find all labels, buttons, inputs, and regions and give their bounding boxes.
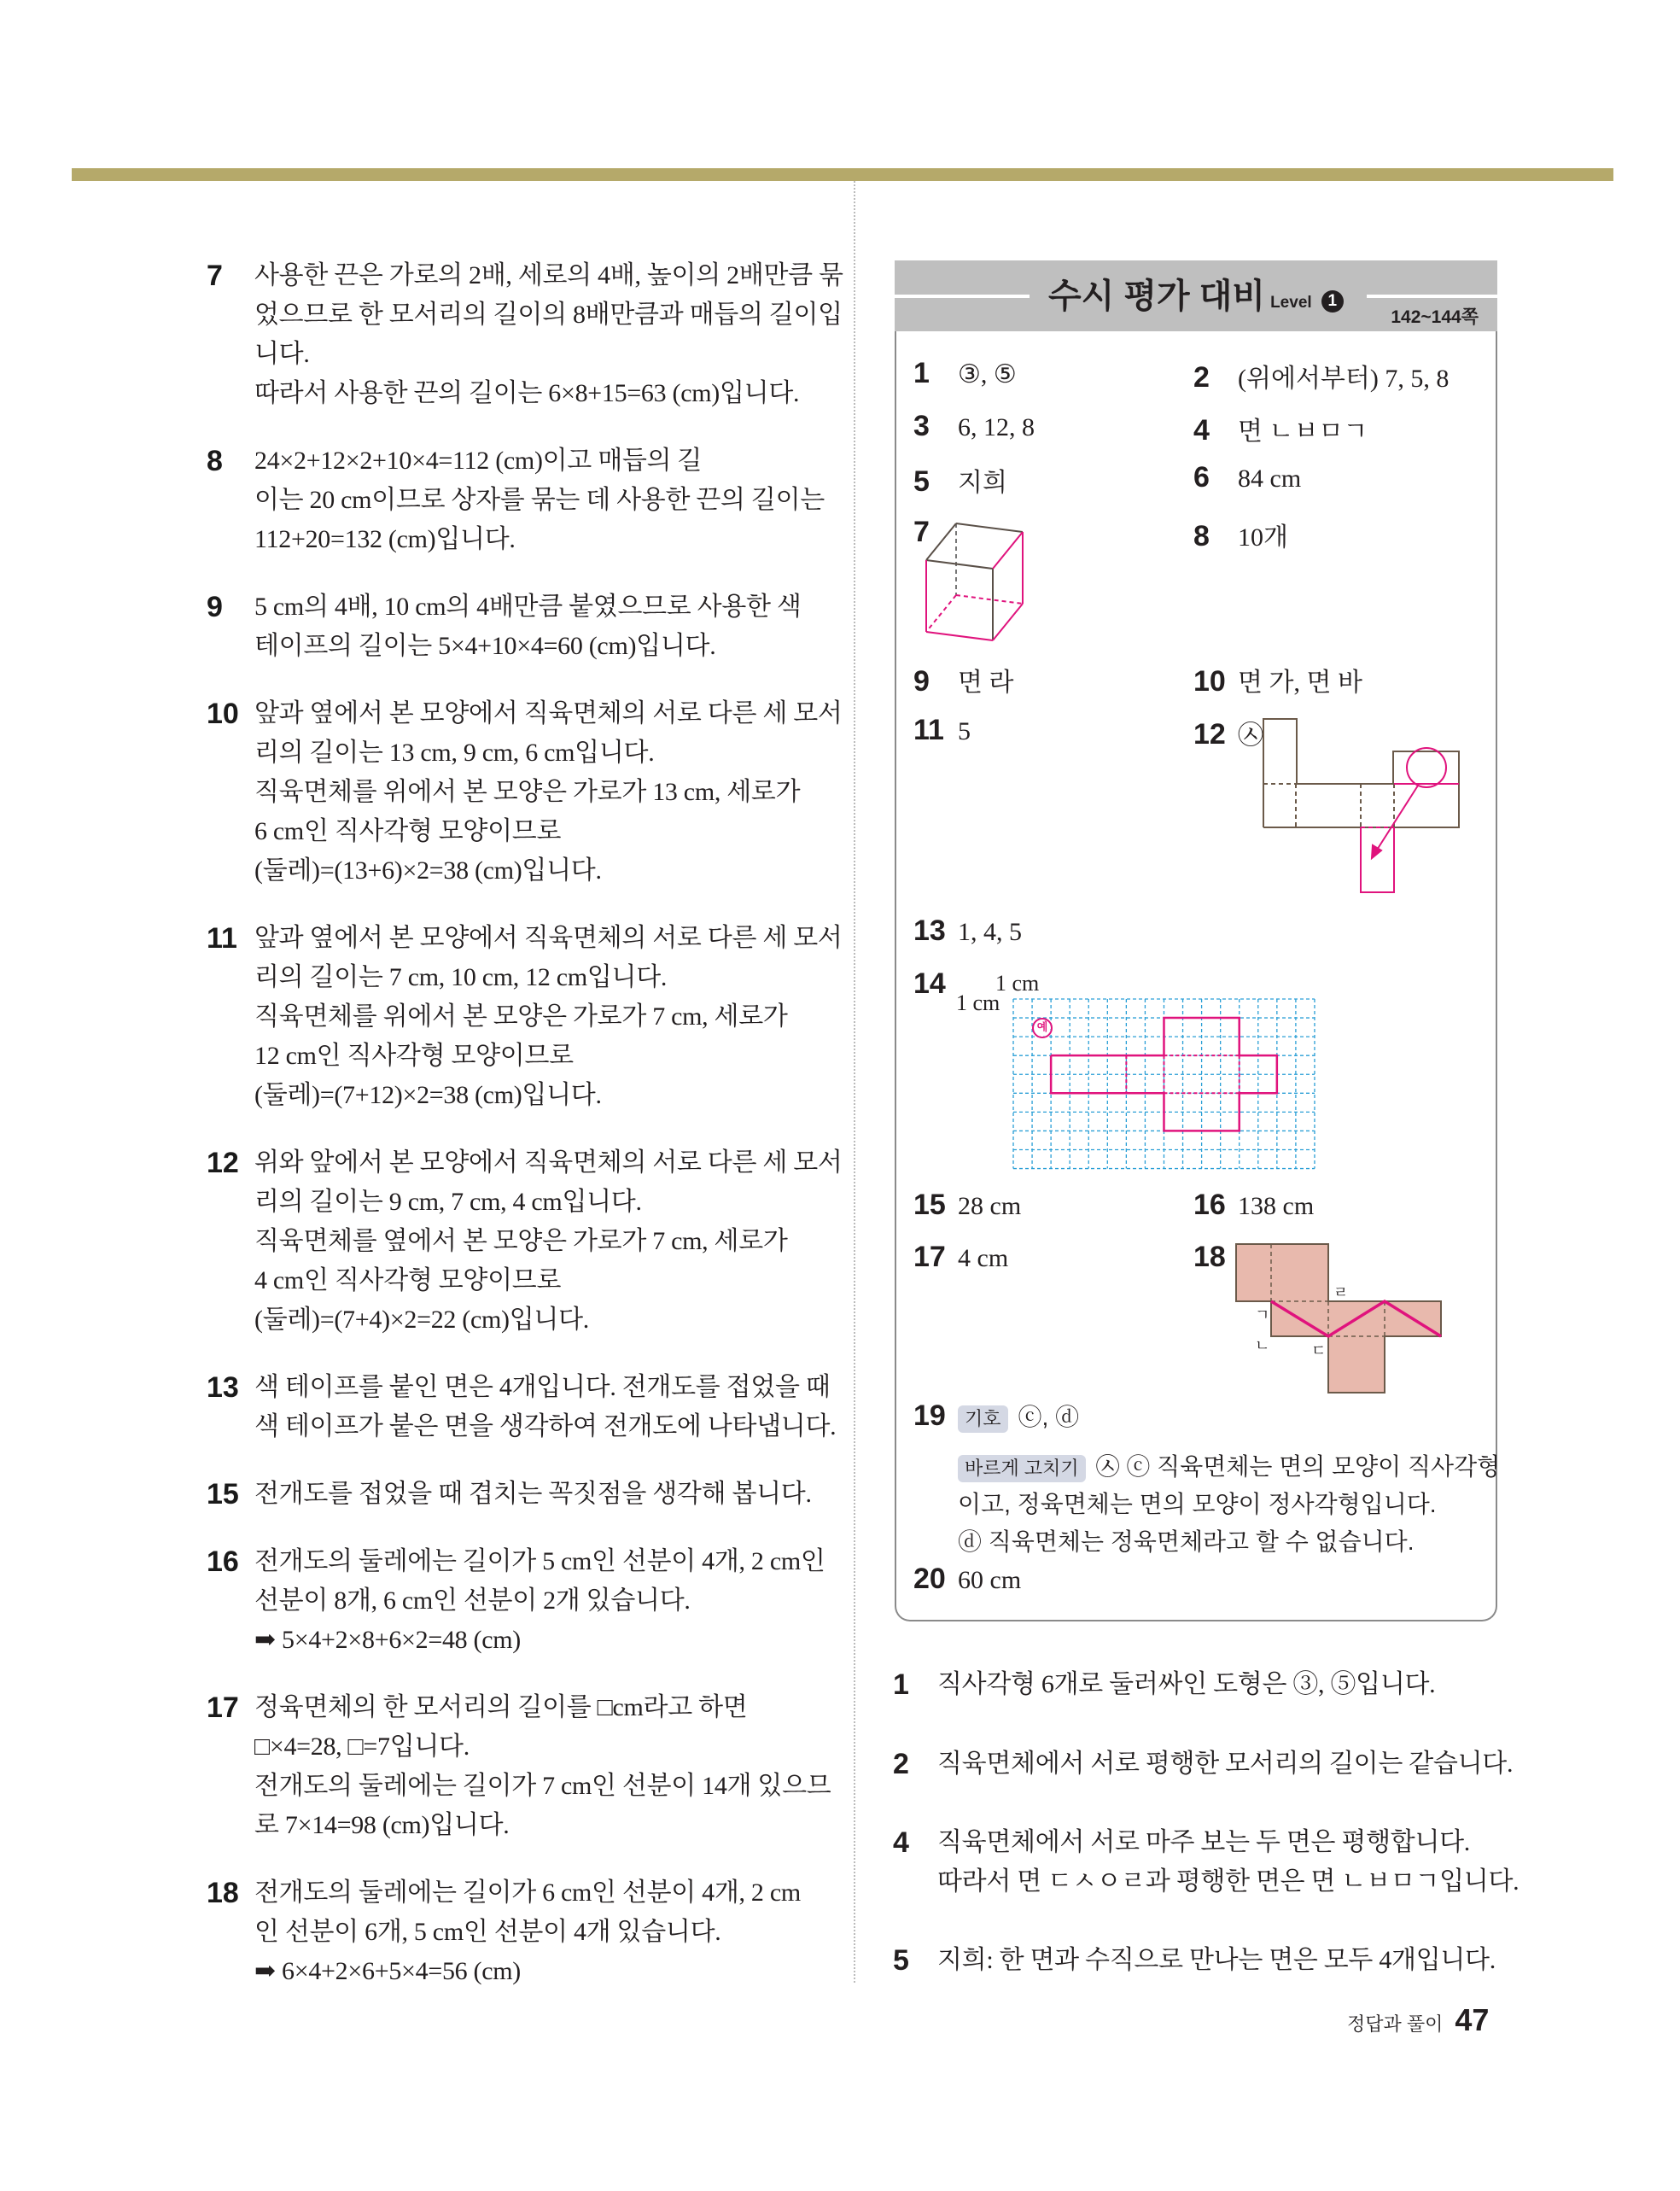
solution-line: 112+20=132 (cm)입니다. xyxy=(254,525,516,553)
answer-text: 4 cm xyxy=(958,1244,1009,1272)
symbol-tag: 기호 xyxy=(958,1405,1008,1433)
solution-line: 전개도의 둘레에는 길이가 6 cm인 선분이 4개, 2 cm xyxy=(254,1878,801,1907)
solution-line: 직육면체를 위에서 본 모양은 가로가 7 cm, 세로가 xyxy=(254,1002,788,1031)
explanation-line: 직육면체에서 서로 평행한 모서리의 길이는 같습니다. xyxy=(937,1750,1514,1778)
solution-line: 6 cm인 직사각형 모양이므로 xyxy=(254,817,562,845)
answer-number: 13 xyxy=(913,914,946,947)
answer-text: 면 가, 면 바 xyxy=(1238,669,1362,697)
answer-text: 138 cm xyxy=(1238,1192,1315,1220)
solution-line: 색 테이프를 붙인 면은 4개입니다. 전개도를 접었을 때 xyxy=(254,1373,831,1401)
grid-unit-left-label: 1 cm xyxy=(956,990,1000,1015)
solution-line: ➡ 6×4+2×6+5×4=56 (cm) xyxy=(254,1957,521,1985)
answer-number: 4 xyxy=(1193,414,1210,447)
level-number-badge: 1 xyxy=(1321,290,1344,313)
item-number: 7 xyxy=(207,260,223,292)
level-label: Level xyxy=(1270,294,1312,312)
solution-line: (둘레)=(13+6)×2=38 (cm)입니다. xyxy=(254,856,602,885)
answer-text: (위에서부터) 7, 5, 8 xyxy=(1238,365,1450,393)
solution-line: 24×2+12×2+10×4=112 (cm)이고 매듭의 길 xyxy=(254,447,703,475)
solution-line: (둘레)=(7+4)×2=22 (cm)입니다. xyxy=(254,1306,589,1334)
answer-number: 6 xyxy=(1193,461,1210,494)
answer-number: 10 xyxy=(1193,665,1226,698)
answer-number: 1 xyxy=(913,357,930,389)
explanation-item xyxy=(893,1941,1496,1980)
answer-19 xyxy=(913,1399,1079,1433)
answer-text: 1, 4, 5 xyxy=(958,918,1022,946)
solution-line: 니다. xyxy=(254,340,310,368)
answer-number: 15 xyxy=(913,1189,946,1221)
solution-line: 전개도를 접었을 때 겹치는 꼭짓점을 생각해 봅니다. xyxy=(254,1480,812,1508)
item-number: 18 xyxy=(207,1877,239,1909)
answer-text: 84 cm xyxy=(1238,464,1302,493)
item-number: 13 xyxy=(207,1371,239,1404)
answer-number: 16 xyxy=(1193,1189,1226,1221)
answer-number: 5 xyxy=(913,465,930,498)
solution-line: 이는 20 cm이므로 상자를 묶는 데 사용한 끈의 길이는 xyxy=(254,486,825,514)
solution-line: 로 7×14=98 (cm)입니다. xyxy=(254,1811,510,1839)
grid-unit-top-label: 1 cm xyxy=(995,971,1040,996)
answer-number: 18 xyxy=(1193,1241,1226,1273)
vertex-label: ㄷ xyxy=(1311,1342,1327,1359)
answer-text: 5 xyxy=(958,717,971,745)
solution-line: 색 테이프가 붙은 면을 생각하여 전개도에 나타냅니다. xyxy=(254,1412,837,1440)
item-number: 11 xyxy=(207,922,237,955)
solution-line: 리의 길이는 7 cm, 10 cm, 12 cm입니다. xyxy=(254,963,668,991)
item-number: 17 xyxy=(207,1691,239,1724)
answer-19-correction xyxy=(958,1448,1500,1482)
solution-line: ➡ 5×4+2×8+6×2=48 (cm) xyxy=(254,1626,521,1654)
item-number: 8 xyxy=(207,445,223,477)
answer-text: 10개 xyxy=(1238,523,1288,552)
answer-number: 19 xyxy=(913,1399,946,1432)
explanation-line: 직사각형 6개로 둘러싸인 도형은 ③, ⑤입니다. xyxy=(937,1670,1436,1698)
solution-line: 앞과 옆에서 본 모양에서 직육면체의 서로 다른 세 모서 xyxy=(254,924,843,952)
answer-text: 면 ㄴㅂㅁㄱ xyxy=(1238,418,1368,446)
solution-line: 정육면체의 한 모서리의 길이를 □cm라고 하면 xyxy=(254,1693,748,1721)
explanation-number: 2 xyxy=(893,1748,909,1780)
answer-number: 14 xyxy=(913,967,946,1000)
solution-line: 앞과 옆에서 본 모양에서 직육면체의 서로 다른 세 모서 xyxy=(254,699,843,727)
explanation-number: 5 xyxy=(893,1944,909,1977)
solution-line: 선분이 8개, 6 cm인 선분이 2개 있습니다. xyxy=(254,1586,691,1615)
answer-20 xyxy=(913,1563,1021,1596)
solution-line: 5 cm의 4배, 10 cm의 4배만큼 붙였으므로 사용한 색 xyxy=(254,593,802,621)
solution-line: 4 cm인 직사각형 모양이므로 xyxy=(254,1266,562,1294)
explanation-item xyxy=(893,1665,1490,1704)
answer-text: 지희 xyxy=(958,469,1007,497)
explanation-number: 1 xyxy=(893,1668,909,1701)
footer-label: 정답과 풀이 xyxy=(1347,2013,1444,2035)
solution-line: 전개도의 둘레에는 길이가 7 cm인 선분이 14개 있으므 xyxy=(254,1772,831,1800)
answer-number: 11 xyxy=(913,714,944,746)
answer-text: 60 cm xyxy=(958,1566,1022,1594)
answer-number: 3 xyxy=(913,410,930,442)
solution-line: 위와 앞에서 본 모양에서 직육면체의 서로 다른 세 모서 xyxy=(254,1148,843,1177)
explanation-line: 지희: 한 면과 수직으로 만나는 면은 모두 4개입니다. xyxy=(937,1946,1496,1974)
explanation-number: 4 xyxy=(893,1826,909,1859)
answer-text: 면 라 xyxy=(958,669,1014,697)
solution-line: 따라서 사용한 끈의 길이는 6×8+15=63 (cm)입니다. xyxy=(254,379,800,407)
item-number: 15 xyxy=(207,1478,239,1510)
answer-text: ⓓ 직육면체는 정육면체라고 할 수 없습니다. xyxy=(958,1528,1415,1555)
answer-number: 2 xyxy=(1193,361,1210,394)
explanation-line: 따라서 면 ㄷㅅㅇㄹ과 평행한 면은 면 ㄴㅂㅁㄱ입니다. xyxy=(937,1867,1520,1896)
answer-text: ③, ⑤ xyxy=(958,360,1017,389)
answer-number: 20 xyxy=(913,1563,946,1595)
solution-line: 12 cm인 직사각형 모양이므로 xyxy=(254,1042,574,1070)
example-badge: 예 xyxy=(1032,1018,1053,1038)
answer-text: 28 cm xyxy=(958,1192,1022,1220)
item-number: 16 xyxy=(207,1545,239,1578)
answer-text: 이고, 정육면체는 면의 모양이 정사각형입니다. xyxy=(958,1491,1437,1517)
solution-line: 리의 길이는 13 cm, 9 cm, 6 cm입니다. xyxy=(254,739,655,767)
answer-text: ㉦ ⓒ 직육면체는 면의 모양이 직사각형 xyxy=(1095,1453,1501,1480)
solution-line: 었으므로 한 모서리의 길이의 8배만큼과 매듭의 길이입 xyxy=(254,301,843,329)
solution-line: 테이프의 길이는 5×4+10×4=60 (cm)입니다. xyxy=(254,632,716,660)
answer-number: 12 xyxy=(1193,718,1226,751)
page-number: 47 xyxy=(1455,2002,1490,2037)
page-footer xyxy=(1347,2002,1489,2038)
example-mark: ㉦ xyxy=(1238,722,1263,750)
vertex-label: ㄹ xyxy=(1333,1284,1349,1301)
solution-line: (둘레)=(7+12)×2=38 (cm)입니다. xyxy=(254,1081,602,1109)
solution-line: 전개도의 둘레에는 길이가 5 cm인 선분이 4개, 2 cm인 xyxy=(254,1547,825,1575)
solution-line: 리의 길이는 9 cm, 7 cm, 4 cm입니다. xyxy=(254,1188,642,1216)
solution-line: 인 선분이 6개, 5 cm인 선분이 4개 있습니다. xyxy=(254,1918,721,1946)
answer-number: 8 xyxy=(1193,520,1210,552)
answer-number: 7 xyxy=(913,516,930,548)
solution-line: □×4=28, □=7입니다. xyxy=(254,1732,470,1761)
answer-number: 17 xyxy=(913,1241,946,1273)
vertex-label: ㄱ xyxy=(1255,1306,1270,1323)
explanation-item xyxy=(893,1823,1520,1902)
page-range: 142~144쪽 xyxy=(1391,307,1479,327)
solution-line: 직육면체를 위에서 본 모양은 가로가 13 cm, 세로가 xyxy=(254,778,801,806)
answer-number: 9 xyxy=(913,665,930,698)
explanation-item xyxy=(893,1744,1514,1784)
vertex-label: ㄴ xyxy=(1255,1337,1270,1354)
answer-text: ⓒ, ⓓ xyxy=(1018,1404,1080,1430)
item-number: 10 xyxy=(207,698,239,730)
explanation-line: 직육면체에서 서로 마주 보는 두 면은 평행합니다. xyxy=(937,1828,1470,1856)
solution-line: 사용한 끈은 가로의 2배, 세로의 4배, 높이의 2배만큼 묶 xyxy=(254,261,843,289)
box-title-text: 수시 평가 대비 xyxy=(1048,278,1266,315)
solution-line: 직육면체를 옆에서 본 모양은 가로가 7 cm, 세로가 xyxy=(254,1227,788,1255)
item-number: 12 xyxy=(207,1147,239,1179)
item-number: 9 xyxy=(207,591,223,623)
answer-text: 6, 12, 8 xyxy=(958,413,1035,441)
correction-tag: 바르게 고치기 xyxy=(958,1455,1086,1482)
